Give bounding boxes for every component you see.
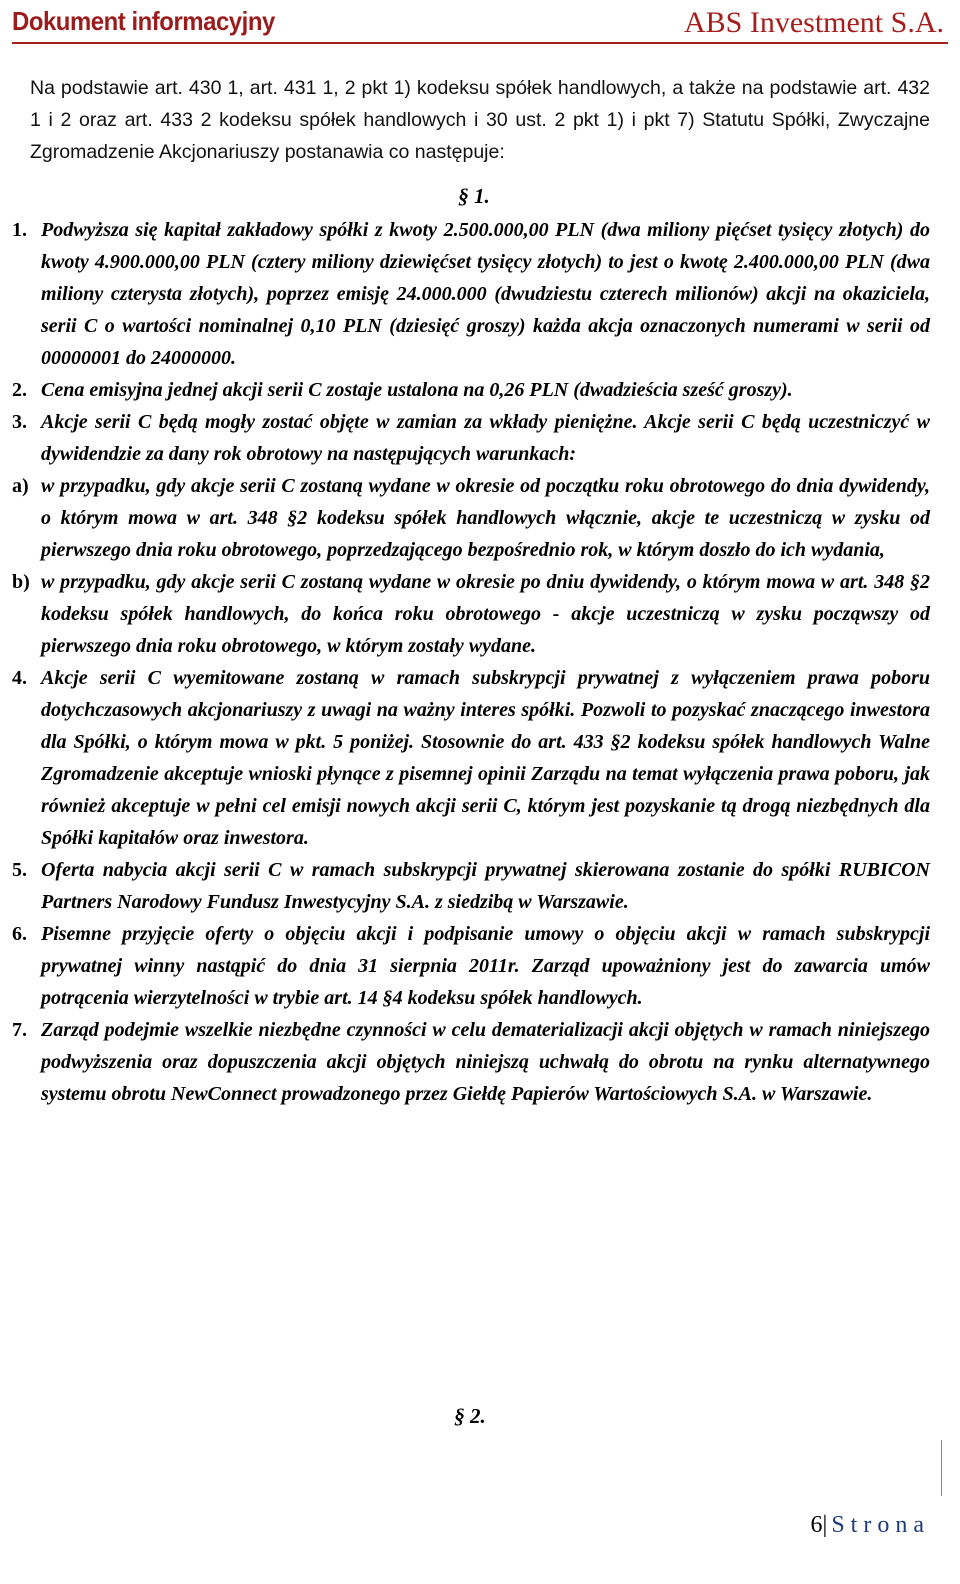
page-number: 6 bbox=[810, 1512, 823, 1538]
list-item bbox=[12, 918, 930, 1014]
item-number: 7. bbox=[12, 1019, 27, 1041]
page-label: Strona bbox=[831, 1512, 930, 1538]
item-text: Akcje serii C wyemitowane zostaną w ramach subskrypcji prywatnej z wyłączeniem prawa poboru dotychczasowych akcjonariuszy z uwagi na ważny interes spółki. Pozwoli to pozyskać znaczącego inwestora dla Spółki, o którym mowa w pkt. 5 poniżej. Stosownie do art. 433 §2 kodeksu spółek handlowych Walne Zgromadzenie akceptuje wnioski płynące z pisemnej opinii Zarządu na temat wyłączenia prawa poboru, jak również akceptuje w pełni cel emisji nowych akcji serii C, którym jest pozyskanie tą drogą niezbędnych dla Spółki kapitałów oraz inwestora. bbox=[41, 667, 930, 849]
item-number: a) bbox=[12, 475, 29, 497]
item-text: Oferta nabycia akcji serii C w ramach subskrypcji prywatnej skierowana zostanie do spółki RUBICON Partners Narodowy Fundusz Inwestycyjny S.A. z siedzibą w Warszawie. bbox=[41, 859, 930, 913]
item-number: 6. bbox=[12, 923, 27, 945]
item-text: Akcje serii C będą mogły zostać objęte w zamian za wkłady pieniężne. Akcje serii C będą uczestniczyć w dywidendzie za dany rok obrotowy na następujących warunkach: bbox=[41, 411, 930, 465]
footer-separator: | bbox=[822, 1512, 828, 1538]
item-number: 1. bbox=[12, 219, 27, 241]
item-text: Pisemne przyjęcie oferty o objęciu akcji i podpisanie umowy o objęciu akcji w ramach subskrypcji prywatnej winny nastąpić do dnia 31 sierpnia 2011r. Zarząd upoważniony jest do zawarcia umów potrącenia wierzytelności w trybie art. 14 §4 kodeksu spółek handlowych. bbox=[41, 923, 930, 1009]
list-item bbox=[12, 854, 930, 918]
page-footer bbox=[811, 1512, 930, 1539]
item-number: b) bbox=[12, 571, 30, 593]
list-item bbox=[12, 214, 930, 374]
item-text: Zarząd podejmie wszelkie niezbędne czynności w celu dematerializacji akcji objętych w ramach niniejszego podwyższenia oraz dopuszczenia akcji objętych niniejszą uchwałą do obrotu na rynku alternatywnego systemu obrotu NewConnect prowadzonego przez Giełdę Papierów Wartościowych S.A. w Warszawie. bbox=[41, 1019, 930, 1105]
list-item bbox=[12, 662, 930, 854]
header-rule bbox=[12, 42, 948, 44]
page-header bbox=[12, 4, 948, 40]
list-item bbox=[12, 374, 930, 406]
document-title: Dokument informacyjny bbox=[12, 6, 275, 36]
margin-rule bbox=[941, 1440, 942, 1496]
item-text: Cena emisyjna jednej akcji serii C zostaje ustalona na 0,26 PLN (dwadzieścia sześć groszy). bbox=[41, 379, 793, 401]
item-text: w przypadku, gdy akcje serii C zostaną wydane w okresie po dniu dywidendy, o którym mowa w art. 348 §2 kodeksu spółek handlowych, do końca roku obrotowego - akcje uczestniczą w zysku począwszy od pierwszego dnia roku obrotowego, w którym zostały wydane. bbox=[41, 571, 930, 657]
list-item bbox=[12, 406, 930, 470]
item-number: 5. bbox=[12, 859, 27, 881]
item-number: 4. bbox=[12, 667, 27, 689]
resolution-items bbox=[12, 214, 930, 1110]
list-item bbox=[12, 1014, 930, 1110]
list-item bbox=[12, 566, 930, 662]
item-text: w przypadku, gdy akcje serii C zostaną wydane w okresie od początku roku obrotowego do dnia dywidendy, o którym mowa w art. 348 §2 kodeksu spółek handlowych włącznie, akcje te uczestniczą w zysku od pierwszego dnia roku obrotowego, poprzedzającego bezpośrednio rok, w którym doszło do ich wydania, bbox=[41, 475, 930, 561]
list-item bbox=[12, 470, 930, 566]
item-number: 3. bbox=[12, 411, 27, 433]
item-number: 2. bbox=[12, 379, 27, 401]
intro-paragraph: Na podstawie art. 430 1, art. 431 1, 2 pkt 1) kodeksu spółek handlowych, a także na podstawie art. 432 1 i 2 oraz art. 433 2 kodeksu spółek handlowych i 30 ust. 2 pkt 1) i pkt 7) Statutu Spółki, Zwyczajne Zgromadzenie Akcjonariuszy postanawia co następuje: bbox=[30, 77, 930, 163]
section-1-heading: § 1. bbox=[458, 184, 490, 208]
item-text: Podwyższa się kapitał zakładowy spółki z kwoty 2.500.000,00 PLN (dwa miliony pięćset tysięcy złotych) do kwoty 4.900.000,00 PLN (cztery miliony dziewięćset tysięcy złotych) to jest o kwotę 2.400.000,00 PLN (dwa miliony czterysta złotych), poprzez emisję 24.000.000 (dwudziestu czterech milionów) akcji na okaziciela, serii C o wartości nominalnej 0,10 PLN (dziesięć groszy) każda akcja oznaczonych numerami w serii od 00000001 do 24000000. bbox=[41, 219, 930, 369]
section-2-heading: § 2. bbox=[454, 1404, 486, 1428]
company-name: ABS Investment S.A. bbox=[683, 6, 944, 39]
